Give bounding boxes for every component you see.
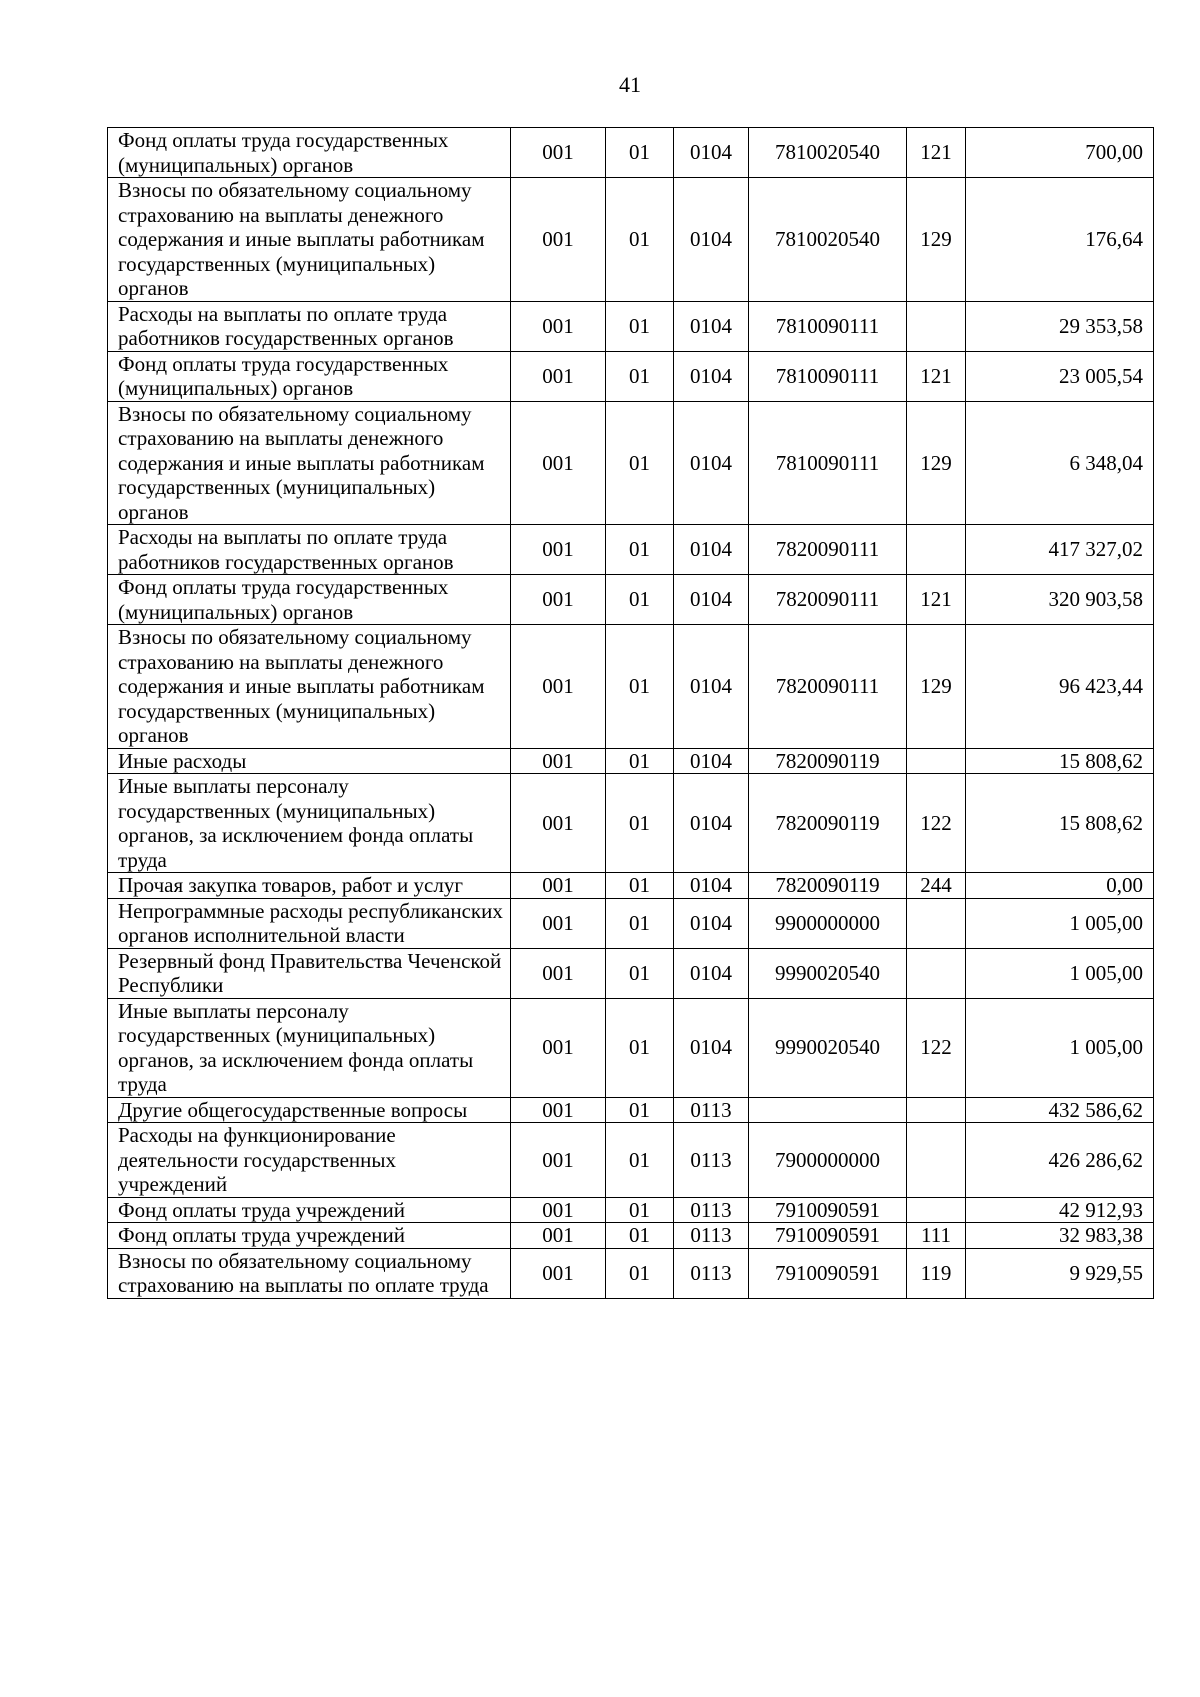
cell-subsection: 0113 — [674, 1197, 749, 1223]
cell-target: 7820090119 — [749, 774, 907, 873]
cell-subsection: 0104 — [674, 625, 749, 749]
cell-section: 01 — [606, 898, 674, 948]
cell-admin: 001 — [511, 351, 606, 401]
cell-subsection: 0104 — [674, 873, 749, 899]
cell-expense-type: 122 — [907, 998, 966, 1097]
table-row — [108, 625, 1154, 749]
table-row — [108, 1123, 1154, 1198]
cell-section: 01 — [606, 178, 674, 302]
cell-amount: 700,00 — [966, 128, 1154, 178]
cell-section: 01 — [606, 774, 674, 873]
cell-amount: 0,00 — [966, 873, 1154, 899]
cell-admin: 001 — [511, 625, 606, 749]
cell-subsection: 0104 — [674, 401, 749, 525]
cell-target: 7910090591 — [749, 1223, 907, 1249]
cell-expense-type — [907, 1197, 966, 1223]
cell-admin: 001 — [511, 1248, 606, 1298]
cell-target: 9900000000 — [749, 898, 907, 948]
cell-name: Другие общегосударственные вопросы — [108, 1097, 511, 1123]
cell-subsection: 0113 — [674, 1097, 749, 1123]
cell-name: Фонд оплаты труда учреждений — [108, 1197, 511, 1223]
cell-amount: 6 348,04 — [966, 401, 1154, 525]
cell-expense-type — [907, 525, 966, 575]
table-row — [108, 401, 1154, 525]
cell-target: 9990020540 — [749, 998, 907, 1097]
cell-expense-type: 129 — [907, 625, 966, 749]
cell-subsection: 0104 — [674, 748, 749, 774]
cell-target: 7820090119 — [749, 873, 907, 899]
cell-subsection: 0104 — [674, 998, 749, 1097]
cell-expense-type — [907, 301, 966, 351]
table-row — [108, 774, 1154, 873]
cell-target: 7910090591 — [749, 1248, 907, 1298]
cell-amount: 320 903,58 — [966, 575, 1154, 625]
cell-section: 01 — [606, 525, 674, 575]
cell-subsection: 0104 — [674, 948, 749, 998]
cell-expense-type — [907, 1097, 966, 1123]
cell-expense-type: 129 — [907, 178, 966, 302]
cell-section: 01 — [606, 1223, 674, 1249]
table-row — [108, 1223, 1154, 1249]
cell-name: Фонд оплаты труда государственных (муниципальных) органов — [108, 128, 511, 178]
cell-amount: 15 808,62 — [966, 748, 1154, 774]
cell-expense-type: 122 — [907, 774, 966, 873]
cell-target: 7810090111 — [749, 401, 907, 525]
cell-target: 7820090119 — [749, 748, 907, 774]
cell-admin: 001 — [511, 401, 606, 525]
cell-amount: 176,64 — [966, 178, 1154, 302]
cell-admin: 001 — [511, 873, 606, 899]
cell-subsection: 0104 — [674, 178, 749, 302]
cell-expense-type: 244 — [907, 873, 966, 899]
cell-section: 01 — [606, 351, 674, 401]
cell-admin: 001 — [511, 128, 606, 178]
table-row — [108, 748, 1154, 774]
cell-expense-type — [907, 748, 966, 774]
cell-amount: 417 327,02 — [966, 525, 1154, 575]
cell-subsection: 0104 — [674, 351, 749, 401]
cell-name: Взносы по обязательному социальному страхованию на выплаты по оплате труда — [108, 1248, 511, 1298]
cell-amount: 42 912,93 — [966, 1197, 1154, 1223]
table-row — [108, 1197, 1154, 1223]
cell-subsection: 0113 — [674, 1248, 749, 1298]
cell-target: 7910090591 — [749, 1197, 907, 1223]
cell-target: 7820090111 — [749, 575, 907, 625]
page-number: 41 — [619, 72, 641, 97]
cell-name: Взносы по обязательному социальному страхованию на выплаты денежного содержания и иные выплаты работникам государственных (муниципальных) органов — [108, 178, 511, 302]
table-row — [108, 948, 1154, 998]
cell-admin: 001 — [511, 774, 606, 873]
cell-section: 01 — [606, 1123, 674, 1198]
cell-subsection: 0104 — [674, 575, 749, 625]
table-row — [108, 525, 1154, 575]
cell-name: Иные расходы — [108, 748, 511, 774]
cell-admin: 001 — [511, 998, 606, 1097]
cell-amount: 9 929,55 — [966, 1248, 1154, 1298]
cell-amount: 96 423,44 — [966, 625, 1154, 749]
table-row — [108, 351, 1154, 401]
cell-amount: 15 808,62 — [966, 774, 1154, 873]
cell-expense-type: 119 — [907, 1248, 966, 1298]
cell-target: 7810020540 — [749, 178, 907, 302]
cell-admin: 001 — [511, 301, 606, 351]
cell-section: 01 — [606, 1197, 674, 1223]
cell-section: 01 — [606, 625, 674, 749]
cell-target — [749, 1097, 907, 1123]
cell-admin: 001 — [511, 525, 606, 575]
cell-name: Взносы по обязательному социальному страхованию на выплаты денежного содержания и иные выплаты работникам государственных (муниципальных) органов — [108, 401, 511, 525]
cell-amount: 32 983,38 — [966, 1223, 1154, 1249]
cell-name: Резервный фонд Правительства Чеченской Республики — [108, 948, 511, 998]
cell-target: 7810090111 — [749, 351, 907, 401]
cell-subsection: 0104 — [674, 774, 749, 873]
cell-admin: 001 — [511, 178, 606, 302]
cell-subsection: 0113 — [674, 1123, 749, 1198]
cell-amount: 1 005,00 — [966, 998, 1154, 1097]
cell-admin: 001 — [511, 1197, 606, 1223]
cell-name: Взносы по обязательному социальному страхованию на выплаты денежного содержания и иные выплаты работникам государственных (муниципальных) органов — [108, 625, 511, 749]
cell-expense-type: 111 — [907, 1223, 966, 1249]
cell-expense-type — [907, 948, 966, 998]
cell-target: 7820090111 — [749, 625, 907, 749]
table-row — [108, 998, 1154, 1097]
cell-target: 7810090111 — [749, 301, 907, 351]
cell-name: Расходы на выплаты по оплате труда работников государственных органов — [108, 525, 511, 575]
cell-target: 7900000000 — [749, 1123, 907, 1198]
cell-subsection: 0104 — [674, 898, 749, 948]
cell-subsection: 0113 — [674, 1223, 749, 1249]
cell-expense-type: 121 — [907, 575, 966, 625]
table-row — [108, 1248, 1154, 1298]
cell-section: 01 — [606, 1097, 674, 1123]
cell-name: Прочая закупка товаров, работ и услуг — [108, 873, 511, 899]
cell-admin: 001 — [511, 1097, 606, 1123]
cell-expense-type: 121 — [907, 128, 966, 178]
table-row — [108, 301, 1154, 351]
cell-name: Фонд оплаты труда государственных (муниципальных) органов — [108, 575, 511, 625]
cell-admin: 001 — [511, 748, 606, 774]
cell-section: 01 — [606, 948, 674, 998]
cell-target: 7820090111 — [749, 525, 907, 575]
cell-admin: 001 — [511, 1223, 606, 1249]
cell-name: Непрограммные расходы республиканских органов исполнительной власти — [108, 898, 511, 948]
cell-target: 7810020540 — [749, 128, 907, 178]
cell-name: Расходы на функционирование деятельности государственных учреждений — [108, 1123, 511, 1198]
cell-admin: 001 — [511, 1123, 606, 1198]
cell-section: 01 — [606, 301, 674, 351]
cell-expense-type: 121 — [907, 351, 966, 401]
cell-name: Фонд оплаты труда государственных (муниципальных) органов — [108, 351, 511, 401]
table-row — [108, 898, 1154, 948]
cell-name: Иные выплаты персоналу государственных (муниципальных) органов, за исключением фонда оплаты труда — [108, 774, 511, 873]
cell-expense-type — [907, 1123, 966, 1198]
cell-expense-type — [907, 898, 966, 948]
cell-amount: 1 005,00 — [966, 898, 1154, 948]
cell-name: Фонд оплаты труда учреждений — [108, 1223, 511, 1249]
cell-subsection: 0104 — [674, 525, 749, 575]
cell-section: 01 — [606, 998, 674, 1097]
table-row — [108, 575, 1154, 625]
cell-admin: 001 — [511, 575, 606, 625]
cell-amount: 23 005,54 — [966, 351, 1154, 401]
cell-section: 01 — [606, 575, 674, 625]
cell-amount: 29 353,58 — [966, 301, 1154, 351]
cell-name: Иные выплаты персоналу государственных (муниципальных) органов, за исключением фонда оплаты труда — [108, 998, 511, 1097]
cell-subsection: 0104 — [674, 128, 749, 178]
cell-amount: 432 586,62 — [966, 1097, 1154, 1123]
cell-name: Расходы на выплаты по оплате труда работников государственных органов — [108, 301, 511, 351]
cell-amount: 426 286,62 — [966, 1123, 1154, 1198]
table-row — [108, 873, 1154, 899]
cell-subsection: 0104 — [674, 301, 749, 351]
cell-admin: 001 — [511, 948, 606, 998]
cell-section: 01 — [606, 873, 674, 899]
cell-expense-type: 129 — [907, 401, 966, 525]
cell-section: 01 — [606, 748, 674, 774]
budget-table — [107, 127, 1154, 1299]
table-row — [108, 1097, 1154, 1123]
cell-admin: 001 — [511, 898, 606, 948]
cell-section: 01 — [606, 128, 674, 178]
cell-section: 01 — [606, 401, 674, 525]
table-row — [108, 178, 1154, 302]
table-row — [108, 128, 1154, 178]
cell-amount: 1 005,00 — [966, 948, 1154, 998]
cell-section: 01 — [606, 1248, 674, 1298]
cell-target: 9990020540 — [749, 948, 907, 998]
